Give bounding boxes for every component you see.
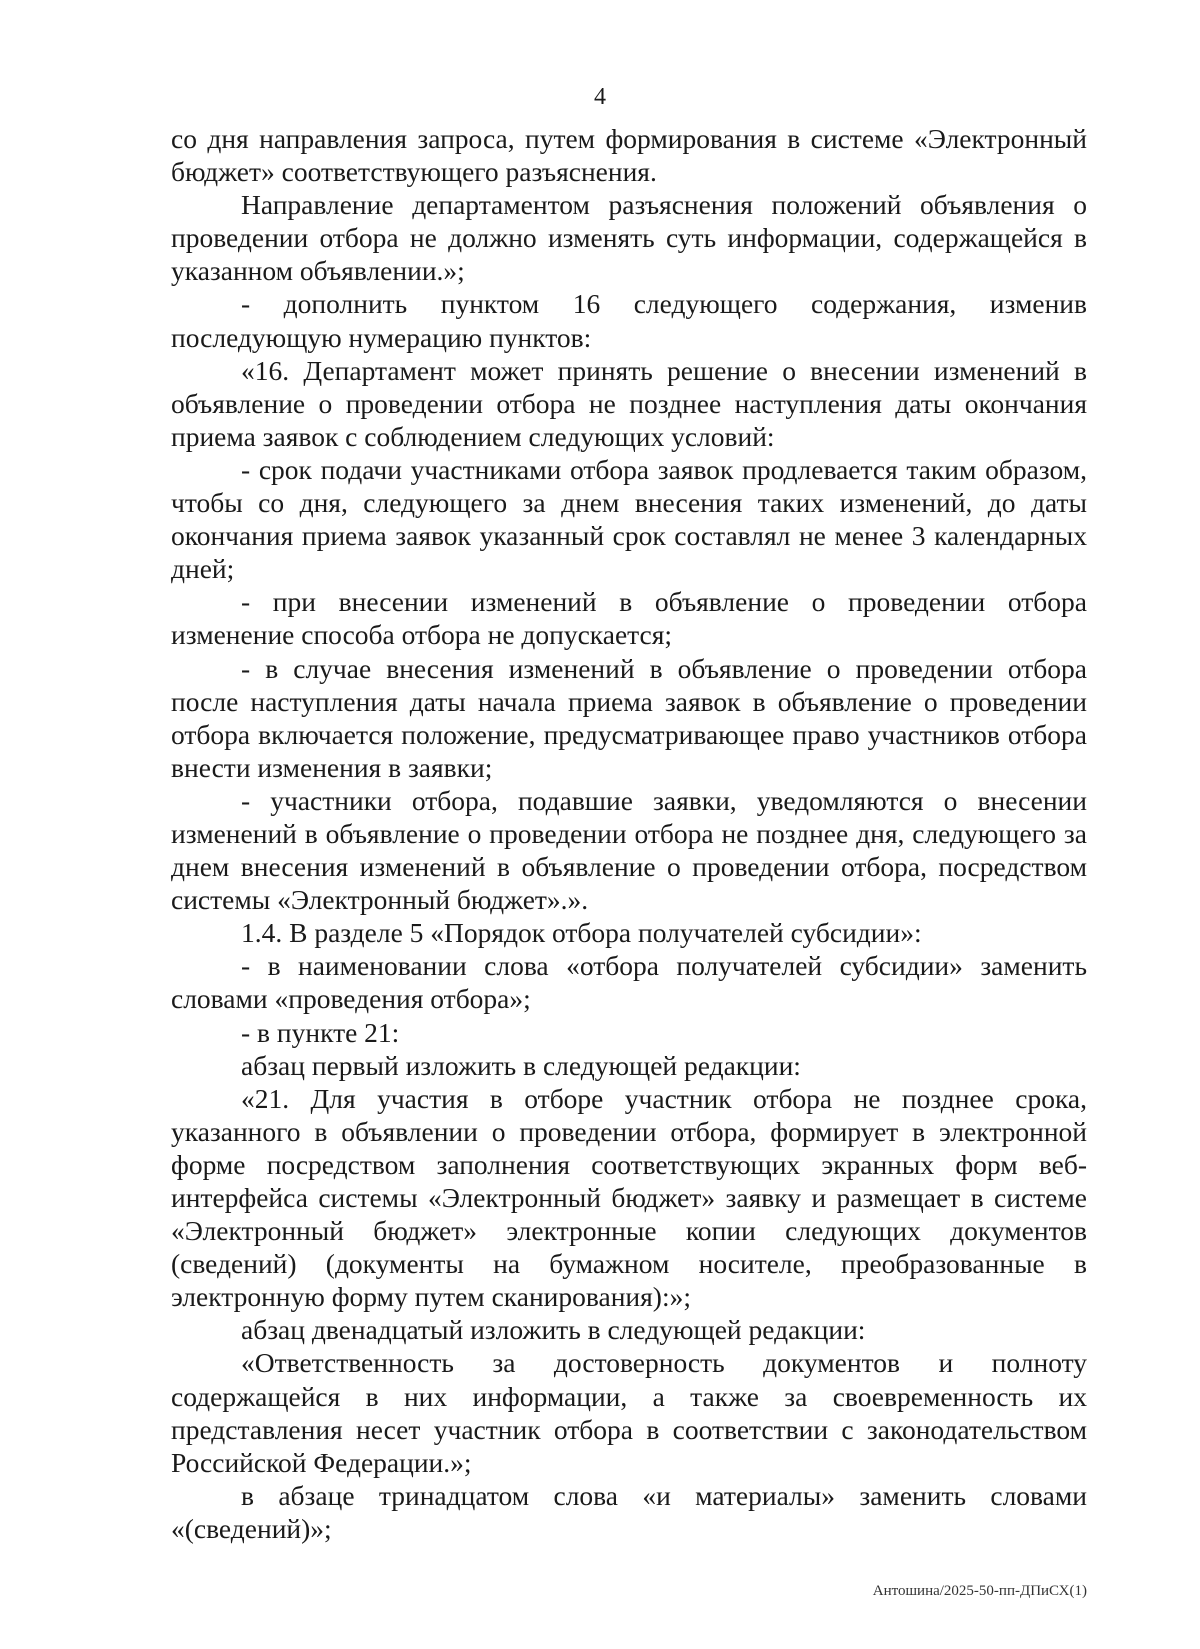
paragraph-11: - в пункте 21:	[241, 1016, 400, 1048]
document-footer-code: Антошина/2025-50-пп-ДПиСХ(1)	[872, 1583, 1087, 1599]
paragraph-15: «Ответственность за достоверность документов и полноту содержащейся в них информации, а также за своевременность их представления несет участник отбора в соответствии с законодательством Российской Федерации.»;	[171, 1347, 1087, 1478]
document-body	[171, 122, 1087, 1545]
paragraph-6: - при внесении изменений в объявление о проведении отбора изменение способа отбора не допускается;	[171, 586, 1087, 651]
paragraph-5: - срок подачи участниками отбора заявок продлевается таким образом, чтобы со дня, следующего за днем внесения таких изменений, до даты окончания приема заявок указанный срок составлял не менее 3 календарных дней;	[171, 453, 1087, 585]
paragraph-8: - участники отбора, подавшие заявки, уведомляются о внесении изменений в объявление о проведении отбора не позднее дня, следующего за днем внесения изменений в объявление о проведении отбора, посредством системы «Электронный бюджет».».	[171, 784, 1087, 916]
page-number: 4	[594, 84, 606, 110]
paragraph-7: - в случае внесения изменений в объявление о проведении отбора после наступления даты начала приема заявок в объявление о проведении отбора включается положение, предусматривающее право участников отбора внести изменения в заявки;	[171, 652, 1087, 783]
paragraph-13: «21. Для участия в отборе участник отбора не позднее срока, указанного в объявлении о проведении отбора, формирует в электронной форме посредством заполнения соответствующих экранных форм веб-интерфейса системы «Электронный бюджет» заявку и размещает в системе «Электронный бюджет» электронные копии следующих документов (сведений) (документы на бумажном носителе, преобразованные в электронную форму путем сканирования):»;	[171, 1082, 1087, 1313]
paragraph-3: - дополнить пунктом 16 следующего содержания, изменив последующую нумерацию пунктов:	[171, 288, 1087, 353]
paragraph-10: - в наименовании слова «отбора получателей субсидии» заменить словами «проведения отбора»;	[171, 950, 1087, 1015]
paragraph-14: абзац двенадцатый изложить в следующей редакции:	[241, 1314, 866, 1346]
paragraph-12: абзац первый изложить в следующей редакции:	[241, 1049, 801, 1081]
paragraph-9: 1.4. В разделе 5 «Порядок отбора получателей субсидии»:	[241, 917, 922, 949]
paragraph-4: «16. Департамент может принять решение о внесении изменений в объявление о проведении отбора не позднее наступления даты окончания приема заявок с соблюдением следующих условий:	[171, 354, 1087, 452]
paragraph-1: со дня направления запроса, путем формирования в системе «Электронный бюджет» соответствующего разъяснения.	[171, 123, 1087, 188]
paragraph-2: Направление департаментом разъяснения положений объявления о проведении отбора не должно изменять суть информации, содержащейся в указанном объявлении.»;	[171, 189, 1087, 287]
paragraph-16: в абзаце тринадцатом слова «и материалы» заменить словами «(сведений)»;	[171, 1479, 1087, 1544]
